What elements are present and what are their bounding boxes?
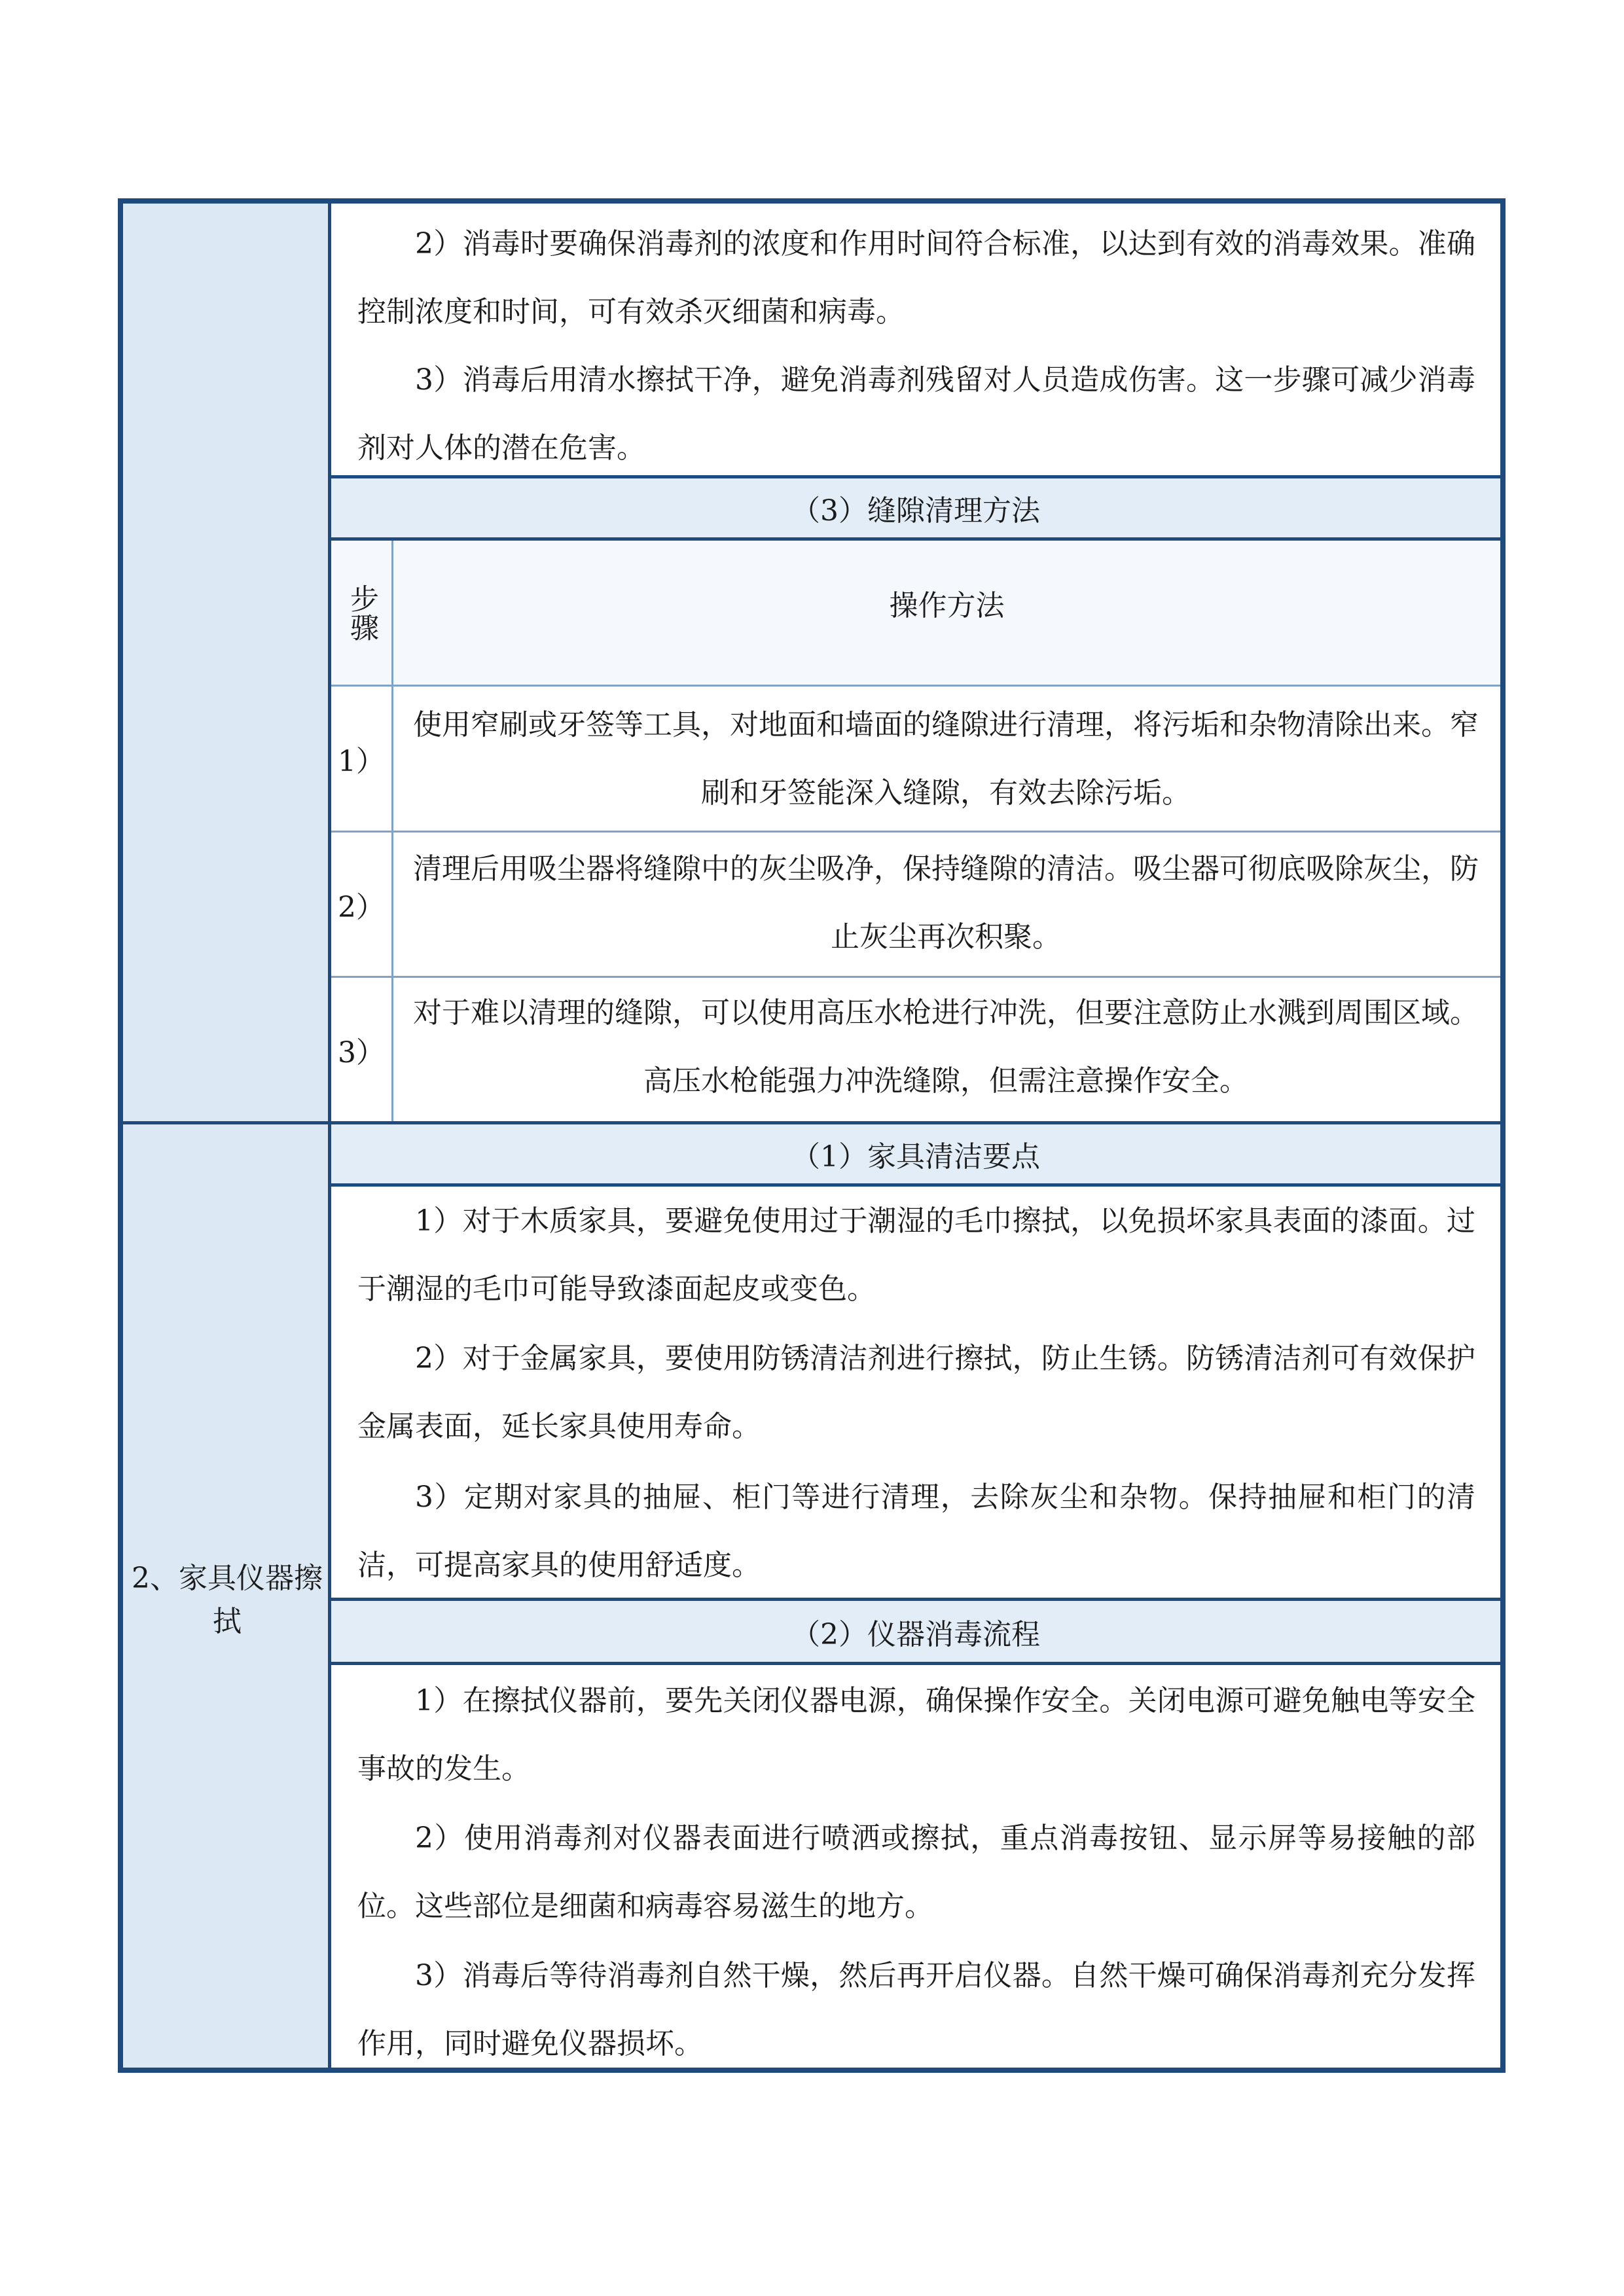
step-column-header: 步骤 xyxy=(331,541,393,685)
gap-cleaning-header: （3）缝隙清理方法 xyxy=(331,478,1500,537)
paragraph: 1）在擦拭仪器前，要先关闭仪器电源，确保操作安全。关闭电源可避免触电等安全事故的发生。 xyxy=(357,1684,1475,1785)
step-number: 1） xyxy=(331,687,393,831)
paragraph: 3）消毒后等待消毒剂自然干燥，然后再开启仪器。自然干燥可确保消毒剂充分发挥作用，同时避免仪器损坏。 xyxy=(357,1959,1475,2060)
row-divider xyxy=(123,1121,331,1124)
method-column-header: 操作方法 xyxy=(889,589,1005,622)
instrument-disinfection-header: （2）仪器消毒流程 xyxy=(331,1601,1500,1662)
paragraph: 2）消毒时要确保消毒剂的浓度和作用时间符合标准，以达到有效的消毒效果。准确控制浓度和时间，可有效杀灭细菌和病毒。 xyxy=(357,227,1475,329)
category-label-furniture-instrument: 2、家具仪器擦拭 xyxy=(132,1562,323,1638)
paragraph: 1）对于木质家具，要避免使用过于潮湿的毛巾擦拭，以免损坏家具表面的漆面。过于潮湿的毛巾可能导致漆面起皮或变色。 xyxy=(357,1204,1475,1306)
divider xyxy=(331,976,1500,978)
step-number: 3） xyxy=(331,978,393,1121)
divider xyxy=(331,1662,1500,1665)
step-text: 使用窄刷或牙签等工具，对地面和墙面的缝隙进行清理，将污垢和杂物清除出来。窄刷和牙签能深入缝隙，有效去除污垢。 xyxy=(413,708,1479,810)
furniture-cleaning-header: （1）家具清洁要点 xyxy=(331,1124,1500,1183)
content-column xyxy=(331,204,1500,2068)
step-number: 2） xyxy=(331,833,393,977)
divider xyxy=(331,1183,1500,1187)
divider xyxy=(331,685,1500,687)
category-column xyxy=(123,204,331,2068)
content-table xyxy=(118,198,1506,2073)
step-text: 清理后用吸尘器将缝隙中的灰尘吸净，保持缝隙的清洁。吸尘器可彻底吸除灰尘，防止灰尘再次积聚。 xyxy=(413,852,1479,954)
paragraph: 3）消毒后用清水擦拭干净，避免消毒剂残留对人员造成伤害。这一步骤可减少消毒剂对人体的潜在危害。 xyxy=(357,363,1475,465)
paragraph: 2）对于金属家具，要使用防锈清洁剂进行擦拭，防止生锈。防锈清洁剂可有效保护金属表面，延长家具使用寿命。 xyxy=(357,1342,1475,1443)
paragraph: 3）定期对家具的抽屉、柜门等进行清理，去除灰尘和杂物。保持抽屉和柜门的清洁，可提高家具的使用舒适度。 xyxy=(357,1480,1475,1582)
step-text: 对于难以清理的缝隙，可以使用高压水枪进行冲洗，但要注意防止水溅到周围区域。高压水枪能强力冲洗缝隙，但需注意操作安全。 xyxy=(413,996,1479,1098)
divider xyxy=(331,831,1500,833)
paragraph: 2）使用消毒剂对仪器表面进行喷洒或擦拭，重点消毒按钮、显示屏等易接触的部位。这些部位是细菌和病毒容易滋生的地方。 xyxy=(357,1821,1475,1923)
